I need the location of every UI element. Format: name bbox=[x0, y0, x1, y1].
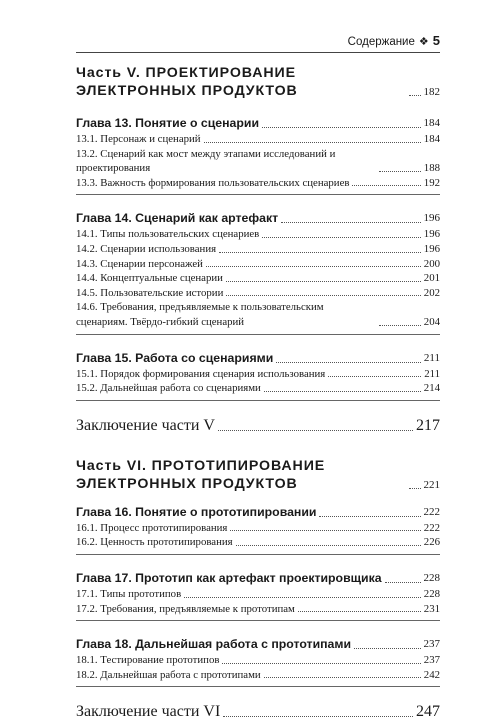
toc-entry-page: 184 bbox=[423, 133, 440, 145]
dot-leader bbox=[328, 376, 421, 377]
toc-entry-page: 192 bbox=[423, 176, 440, 189]
toc-section-entry[interactable] bbox=[76, 602, 440, 617]
toc-entry-title: 14.5. Пользовательские истории bbox=[76, 286, 224, 299]
dot-leader bbox=[319, 516, 420, 517]
toc-entry-title: 14.4. Концептуальные сценарии bbox=[76, 272, 223, 285]
dot-leader bbox=[206, 266, 421, 267]
toc-entry-page: 228 bbox=[423, 571, 440, 584]
dot-leader bbox=[385, 582, 421, 583]
dot-leader bbox=[223, 716, 413, 717]
dot-leader bbox=[219, 252, 421, 253]
toc-section-entry[interactable] bbox=[76, 367, 440, 382]
toc-chapter-entry[interactable] bbox=[76, 569, 440, 587]
toc-chapter-entry[interactable] bbox=[76, 635, 440, 653]
toc-chapter-entry[interactable] bbox=[76, 349, 440, 367]
toc-entry-title: 16.1. Процесс прототипирования bbox=[76, 521, 228, 534]
dot-leader bbox=[264, 677, 421, 678]
toc-entry-title: Глава 14. Сценарий как артефакт bbox=[76, 211, 279, 226]
toc-section-entry[interactable] bbox=[76, 381, 440, 396]
separator-line bbox=[76, 620, 440, 621]
toc-entry-page: 237 bbox=[423, 638, 440, 651]
toc-entry-title: 14.3. Сценарии персонажей bbox=[76, 257, 203, 270]
dot-leader bbox=[264, 391, 421, 392]
toc-section-entry[interactable] bbox=[76, 653, 440, 668]
toc-entry-page: 184 bbox=[423, 117, 440, 129]
toc-entry-page: 211 bbox=[424, 367, 440, 380]
toc-entry-page: 196 bbox=[423, 242, 440, 255]
toc-entry-title: 18.2. Дальнейшая работа с прототипами bbox=[76, 668, 261, 681]
separator-line bbox=[76, 554, 440, 555]
toc-part-entry[interactable] bbox=[76, 457, 440, 493]
dot-leader bbox=[409, 488, 421, 489]
toc-section-entry[interactable] bbox=[76, 227, 440, 242]
toc-entry-title: Глава 15. Работа со сценариями bbox=[76, 350, 274, 365]
toc-chapter-entry[interactable] bbox=[76, 503, 440, 521]
dot-leader bbox=[352, 185, 420, 186]
toc-conclusion-entry[interactable] bbox=[76, 703, 440, 721]
toc-entry-page: 242 bbox=[423, 668, 440, 681]
toc-entry-title: 17.2. Требования, предъявляемые к прототипам bbox=[76, 602, 295, 615]
toc-entry-page: 217 bbox=[416, 416, 440, 434]
dot-leader bbox=[222, 663, 420, 664]
toc-entry-page: 228 bbox=[423, 587, 440, 600]
toc-section-entry[interactable] bbox=[76, 521, 440, 536]
dot-leader bbox=[298, 611, 421, 612]
toc-part-entry[interactable] bbox=[76, 64, 440, 100]
toc-entry-page: 222 bbox=[423, 521, 440, 534]
toc-entry-title: 15.2. Дальнейшая работа со сценариями bbox=[76, 382, 261, 395]
separator-line bbox=[76, 334, 440, 335]
dot-leader bbox=[226, 281, 421, 282]
toc-chapter-entry[interactable] bbox=[76, 209, 440, 227]
toc-entry-page: 204 bbox=[423, 315, 440, 328]
table-of-contents bbox=[76, 64, 440, 721]
toc-section-entry[interactable] bbox=[76, 535, 440, 550]
toc-entry-title: 16.2. Ценность прототипирования bbox=[76, 536, 233, 549]
separator-line bbox=[76, 686, 440, 687]
dot-leader bbox=[281, 222, 420, 223]
toc-entry-title: 15.1. Порядок формирования сценария использования bbox=[76, 367, 326, 380]
toc-section-entry[interactable] bbox=[76, 300, 440, 329]
toc-entry-page: 188 bbox=[423, 162, 440, 175]
toc-entry-title: 14.2. Сценарии использования bbox=[76, 242, 217, 255]
toc-section-entry[interactable] bbox=[76, 242, 440, 257]
toc-entry-title: Заключение части VI bbox=[76, 703, 221, 721]
toc-section-entry[interactable] bbox=[76, 668, 440, 683]
dot-leader bbox=[354, 648, 420, 649]
toc-entry-page: 201 bbox=[423, 272, 440, 285]
separator-line bbox=[76, 400, 440, 401]
toc-entry-title: Глава 18. Дальнейшая работа с прототипами bbox=[76, 637, 352, 652]
toc-entry-title: Глава 16. Понятие о прототипировании bbox=[76, 504, 317, 519]
toc-entry-title: 14.6. Требования, предъявляемые к пользовательским сценариям. Твёрдо-гибкий сценарий bbox=[76, 301, 324, 328]
diamond-ornament-icon: ❖ bbox=[418, 36, 429, 48]
dot-leader bbox=[204, 142, 421, 143]
toc-section-entry[interactable] bbox=[76, 257, 440, 272]
toc-entry-page: 221 bbox=[423, 478, 440, 491]
toc-entry-title: Глава 17. Прототип как артефакт проектировщика bbox=[76, 570, 382, 585]
page-number: 5 bbox=[432, 33, 440, 48]
toc-section-entry[interactable] bbox=[76, 587, 440, 602]
toc-entry-page: 231 bbox=[423, 602, 440, 615]
running-header bbox=[76, 32, 440, 53]
toc-entry-page: 182 bbox=[423, 86, 440, 98]
toc-entry-page: 196 bbox=[423, 212, 440, 225]
header-label: Содержание bbox=[347, 36, 415, 48]
toc-entry-title: 14.1. Типы пользовательских сценариев bbox=[76, 228, 260, 241]
toc-chapter-entry[interactable] bbox=[76, 114, 440, 132]
toc-entry-title: 13.2. Сценарий как мост между этапами исследований и проектирования bbox=[76, 147, 336, 175]
dot-leader bbox=[262, 237, 421, 238]
toc-entry-title: Глава 13. Понятие о сценарии bbox=[76, 116, 260, 130]
toc-section-entry[interactable] bbox=[76, 147, 440, 176]
dot-leader bbox=[276, 362, 421, 363]
separator-line bbox=[76, 194, 440, 195]
toc-entry-title: Часть V. ПРОЕКТИРОВАНИЕ ЭЛЕКТРОННЫХ ПРОДУКТОВ bbox=[76, 65, 298, 99]
toc-entry-page: 222 bbox=[423, 505, 440, 518]
dot-leader bbox=[236, 545, 421, 546]
toc-entry-title: Заключение части V bbox=[76, 416, 215, 434]
toc-entry-page: 247 bbox=[416, 703, 440, 721]
toc-section-entry[interactable] bbox=[76, 286, 440, 301]
dot-leader bbox=[262, 127, 420, 128]
toc-section-entry[interactable] bbox=[76, 176, 440, 191]
dot-leader bbox=[230, 530, 420, 531]
toc-entry-title: 17.1. Типы прототипов bbox=[76, 587, 182, 600]
toc-entry-page: 196 bbox=[423, 228, 440, 241]
toc-entry-page: 200 bbox=[423, 257, 440, 270]
toc-section-entry[interactable] bbox=[76, 132, 440, 147]
dot-leader bbox=[379, 325, 421, 326]
dot-leader bbox=[226, 295, 420, 296]
toc-section-entry[interactable] bbox=[76, 271, 440, 286]
dot-leader bbox=[379, 171, 421, 172]
toc-conclusion-entry[interactable] bbox=[76, 417, 440, 435]
toc-entry-page: 226 bbox=[423, 536, 440, 549]
toc-entry-title: 13.3. Важность формирования пользовательских сценариев bbox=[76, 176, 350, 189]
toc-entry-title: 13.1. Персонаж и сценарий bbox=[76, 133, 201, 145]
dot-leader bbox=[218, 430, 413, 431]
dot-leader bbox=[184, 597, 421, 598]
toc-entry-title: 18.1. Тестирование прототипов bbox=[76, 654, 220, 667]
toc-entry-page: 214 bbox=[423, 382, 440, 395]
toc-entry-page: 211 bbox=[423, 351, 440, 364]
toc-entry-page: 202 bbox=[423, 286, 440, 299]
toc-entry-title: Часть VI. ПРОТОТИПИРОВАНИЕ ЭЛЕКТРОННЫХ ПРОДУКТОВ bbox=[76, 457, 326, 492]
toc-entry-page: 237 bbox=[423, 654, 440, 667]
dot-leader bbox=[409, 95, 421, 96]
